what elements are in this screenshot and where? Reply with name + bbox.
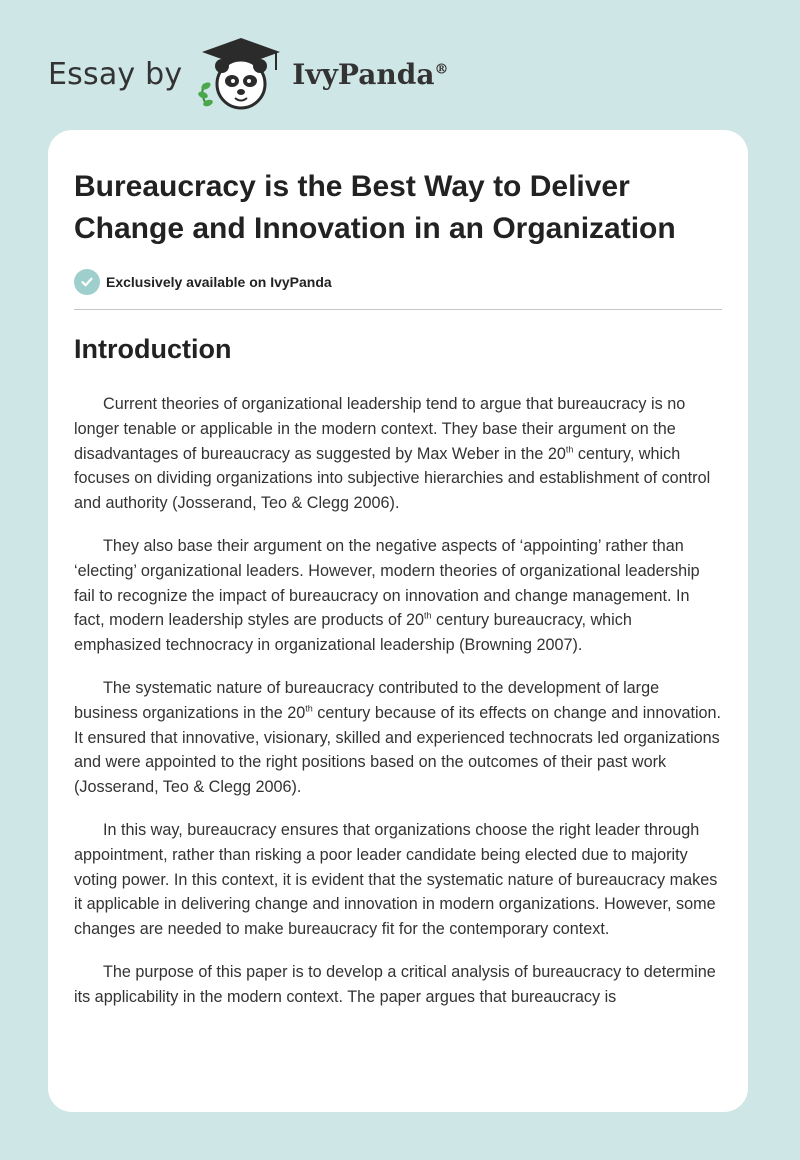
paragraph-3: [74, 676, 722, 800]
paragraph-3-sup: th: [305, 703, 313, 714]
brand-label: IvyPanda: [292, 57, 435, 91]
paragraph-5: The purpose of this paper is to develop a critical analysis of bureaucracy to determine its applicability in the modern context. The paper argues that bureaucracy is: [74, 962, 716, 1006]
badge-text: Exclusively available on IvyPanda: [106, 274, 332, 290]
paragraph-2-text-b: century bureaucracy, which emphasized technocracy in organizational leadership (Browning 2007).: [74, 611, 632, 655]
paragraph-1: [74, 392, 722, 516]
paragraph-1-sup: th: [565, 444, 574, 455]
essay-card: [48, 130, 748, 1112]
paragraph-4: In this way, bureaucracy ensures that organizations choose the right leader through appointment, rather than risking a poor leader candidate being elected due to majority voting power. In this context, it is evident that the systematic nature of bureaucracy makes it applicable in delivering change and innovation in modern organizations. However, some changes are needed to make bureaucracy fit for the contemporary context.: [74, 820, 718, 939]
ivypanda-logo-icon[interactable]: [196, 34, 286, 114]
paragraph-1-text-b: century, which focuses on dividing organizations into subjective hierarchies and establishment of control and authority (Josserand, Teo & Clegg 2006).: [74, 444, 711, 513]
section-heading: Introduction: [74, 334, 232, 364]
paragraph-2-sup: th: [424, 610, 432, 621]
essay-title: Bureaucracy is the Best Way to Deliver Change and Innovation in an Organization: [74, 170, 676, 245]
paragraph-1-text-a: Current theories of organizational leadership tend to argue that bureaucracy is no longer tenable or applicable in the modern context. They base their argument on the disadvantages of bureaucracy as suggested by Max Weber in the 20: [74, 395, 686, 463]
site-header: [48, 34, 448, 114]
exclusive-badge: [74, 268, 722, 296]
paragraph-2: [74, 534, 722, 658]
paragraph-3-text-b: century because of its effects on change and innovation. It ensured that innovative, visionary, skilled and experienced technocrats led organizations and were appointed to the right positions based on the outcomes of their past work (Josserand, Teo & Clegg 2006).: [74, 703, 722, 797]
paragraph-2-text-a: They also base their argument on the negative aspects of ‘appointing’ rather than ‘electing’ organizational leaders. However, modern theories of organizational leadership fail to recognize the impact of bureaucracy on innovation and change management. In fact, modern leadership styles are products of 20: [74, 536, 700, 630]
divider: [74, 309, 722, 310]
registered-mark: ®: [434, 61, 449, 78]
paragraph-3-text-a: The systematic nature of bureaucracy contributed to the development of large business organizations in the 20: [74, 678, 660, 722]
brand-name[interactable]: [292, 58, 448, 91]
essay-by-label: Essay by: [48, 56, 183, 92]
check-icon: [74, 269, 100, 295]
